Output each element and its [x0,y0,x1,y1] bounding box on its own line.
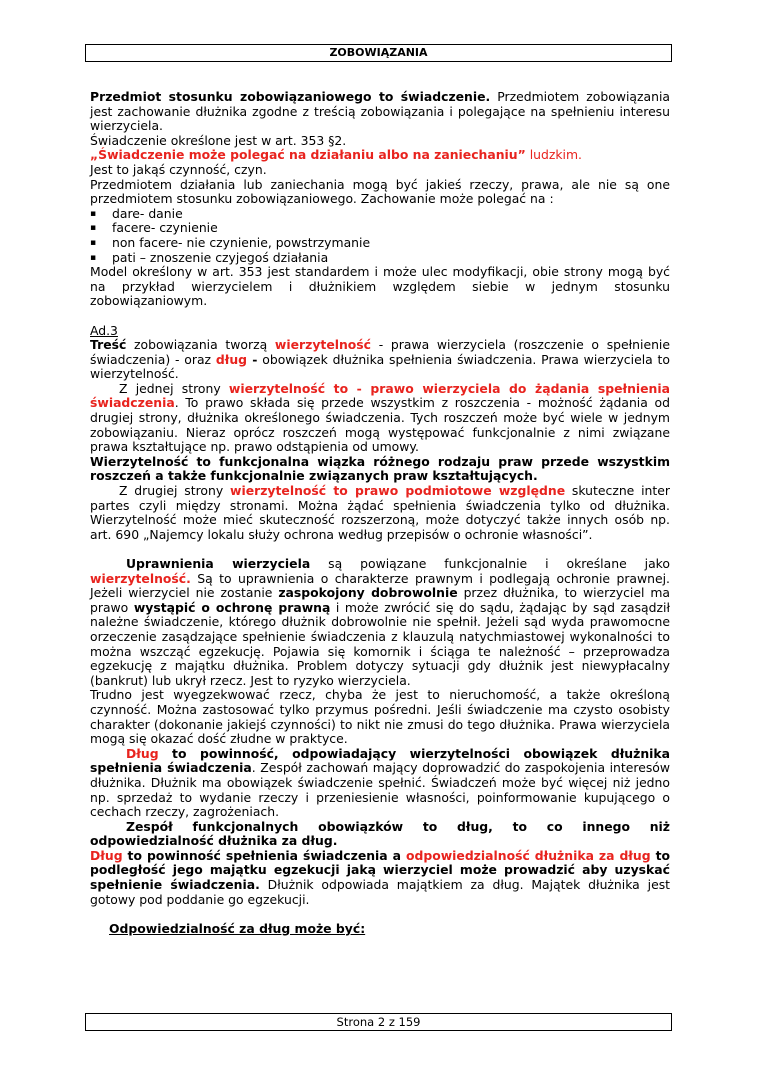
text: i może zwrócić się do sądu, żądając by sąd zasądził należne świadczenie, którego dłużnik dobrowolnie nie spełnił. Jeżeli sąd wyda prawomocne orzeczenie zasądzające spełnienie świadczenia z klauzulą natychmiastowej wykonalności to można wszcząć egzekucję. Pojawia się komornik i ściąga te należność – przeprowadza egzekucję z majątku dłużnika. Problem dotyczy sytuacji gdy dłużnik jest niewypłacalny (bankrut) lub ukrył rzecz. Jest to ryzyko wierzyciela. [90,599,670,688]
text: przez dłużnika, to wierzyciel ma prawo [90,585,670,615]
text: - prawa wierzyciela (roszczenie o spełnienie świadczenia) - oraz [90,337,670,367]
red-bold-text: Dług [126,745,159,761]
red-bold-text: wierzytelność to prawo podmiotowe względne [230,483,566,499]
text: skuteczne inter partes czyli między stronami. Można żądać spełnienia świadczenia tylko od dłużnika. Wierzytelność może mieć skuteczność rozszerzoną, może dotyczyć także innych osób np. art. 690 „Najemcy lokalu służy ochrona według przepisów o ochronie własności”. [90,483,670,542]
paragraph-tresc [90,338,670,382]
text: . To prawo składa się przede wszystkim z roszczenia - możność żądania od drugiej strony, dłużnika określonego świadczenia. Tych roszczeń może być wiele w jednym zobowiązaniu. Nieraz oprócz roszczeń mogą występować funkcjonalnie z nimi związane prawa kształtujące np. prawo odstąpienia od umowy. [90,395,670,455]
text: Z drugiej strony [119,483,231,499]
paragraph-model: Model określony w art. 353 jest standardem i może ulec modyfikacji, obie strony mogą być na przykład wierzycielem i dłużnikiem względem siebie w jednym stosunku zobowiązaniowym. [90,264,670,309]
list-item-text: facere- czynienie [112,220,218,236]
bold-text: zaspokojony dobrowolnie [278,585,458,601]
document-body [90,90,670,936]
red-bold-text: wierzytelność to - prawo wierzyciela do żądania spełnienia świadczenia [90,380,670,411]
list-item-text: dare- danie [112,205,183,221]
bold-text: Przedmiot stosunku zobowiązaniowego to świadczenie. [90,89,491,104]
paragraph-uprawnienia [90,557,670,688]
text: Przedmiotem zobowiązania jest zachowanie dłużnika zgodne z treścią zobowiązania i polegające na spełnieniu interesu wierzyciela. [90,89,670,134]
list-item [90,251,670,266]
red-bold-text: wierzytelność [274,337,372,353]
text: obowiązek dłużnika spełnienia świadczenia. Prawa wierzyciela to wierzytelność. [90,351,670,382]
red-bold-text: odpowiedzialność dłużnika za dług [405,847,651,863]
paragraph-quote [90,148,670,163]
red-quote: „Świadczenie może polegać na działaniu albo na zaniechaniu” [90,147,526,163]
paragraph-trudno: Trudno jest wyegzekwować rzecz, chyba że jest to nieruchomość, a także określoną czynność. Można zastosować tylko przymus pośredni. Jeśli świadczenie ma czysto osobisty charakter (dokonanie jakiejś czynności) to nikt nie zmusi do tego dłużnika. Prawa wierzyciela mogą się okazać dość złudne w praktyce. [90,687,670,747]
text: . Zespół zachowań mający doprowadzić do zaspokojenia interesów dłużnika. Dłużnik ma obowiązek świadczenie spełnić. Świadczeń może być więcej niż jedno np. sprzedaż to wydanie rzeczy i przeniesienie własności, poinformowanie kupującego o cechach rzeczy, zagrożeniach. [90,760,670,820]
list-item-text: non facere- nie czynienie, powstrzymanie [112,234,371,250]
paragraph-dlug-2 [90,849,670,907]
list-item [90,221,670,236]
text: zobowiązania tworzą [126,337,275,353]
text: Są to uprawnienia o charakterze prawnym i podlegają ochronie prawnej. Jeżeli wierzyciel nie zostanie [90,570,670,601]
section-heading-odpowiedzialnosc: Odpowiedzialność za dług może być: [109,920,366,936]
bullet-icon: ▪ [90,208,97,219]
spacer [90,542,670,557]
list-item-text: pati – znoszenie czyjegoś działania [112,249,329,265]
paragraph-wierzytelnosc-1 [90,382,670,455]
bullet-icon: ▪ [90,237,97,248]
paragraph-art353: Świadczenie określone jest w art. 353 §2. [90,132,347,148]
bold-text: to powinność spełnienia świadczenia a [122,847,406,863]
spacer [90,309,670,324]
red-bold-text: dług [215,351,248,367]
red-bold-text: Dług [90,847,123,863]
section-heading-ad3: Ad.3 [90,322,118,338]
page-number: Strona 2 z 159 [336,1015,421,1029]
bold-text: to powinność, odpowiadający wierzytelności obowiązek dłużnika spełnienia świadczenia [90,745,670,776]
list-item [90,207,670,222]
bold-text: wystąpić o ochronę prawną [133,599,331,615]
bullet-icon: ▪ [90,252,97,263]
bold-text: to podległość jego majątku egzekucji jaką wierzyciel może prowadzić aby uzyskać spełnienie świadczenia. [90,847,671,893]
page-footer [85,1013,672,1031]
bullet-icon: ▪ [90,223,97,234]
bold-text: Treść [90,337,127,353]
bold-text: - [247,351,258,367]
paragraph-wierzytelnosc-2 [90,484,670,542]
paragraph-dlug-1 [90,747,670,820]
list-item [90,236,670,251]
text: są powiązane funkcjonalnie i określane jako [310,556,670,571]
text: Dłużnik odpowiada majątkiem za dług. Majątek dłużnika jest gotowy pod poddanie go egzekucji. [90,877,671,907]
bullet-list [90,207,670,265]
paragraph-wiazka: Wierzytelność to funkcjonalna wiązka różnego rodzaju praw przede wszystkim roszczeń a także funkcjonalnie związanych praw kształtujących. [90,453,670,484]
paragraph-przedmiot [90,90,670,134]
spacer [90,907,670,922]
bold-text: Uprawnienia wierzyciela [126,556,311,571]
red-text: ludzkim. [525,147,582,163]
header-title: ZOBOWIĄZANIA [329,46,428,59]
text: Z jednej strony [119,380,229,396]
red-bold-text: wierzytelność. [90,570,191,586]
paragraph-zespol: Zespół funkcjonalnych obowiązków to dług, to co innego niż odpowiedzialność dłużnika za dług. [90,818,670,849]
page-header [85,44,672,62]
paragraph-zachowanie: Przedmiotem działania lub zaniechania mogą być jakieś rzeczy, prawa, ale nie są one przedmiotem stosunku zobowiązaniowego. Zachowanie może polegać na : [90,176,670,207]
paragraph-czyn: Jest to jakąś czynność, czyn. [90,161,267,177]
